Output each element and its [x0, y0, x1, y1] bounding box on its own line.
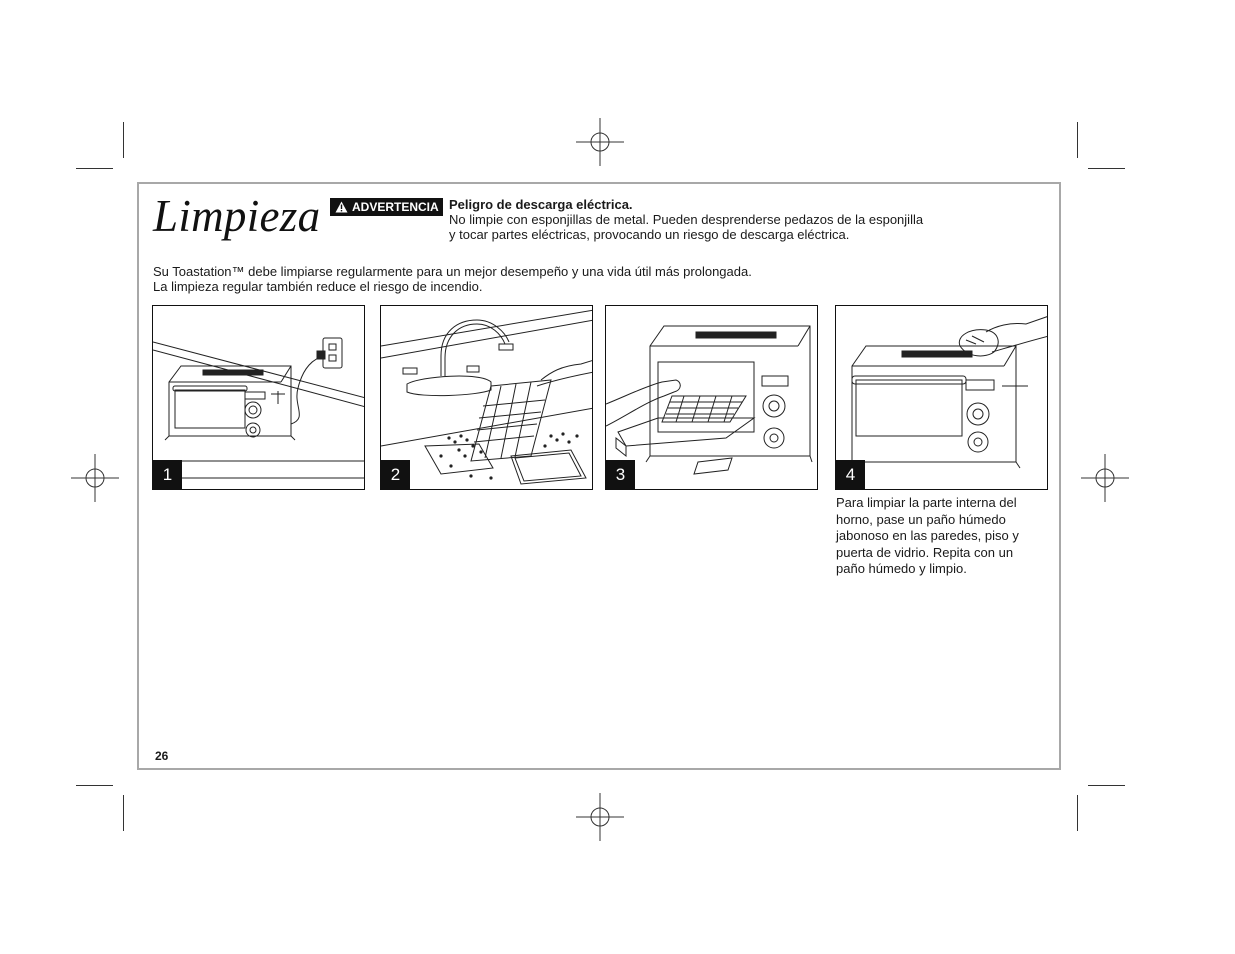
step-number: 3 [606, 460, 635, 489]
warning-triangle-icon [335, 201, 348, 213]
caption-line: Para limpiar la parte interna del [836, 495, 1017, 510]
crop-mark [1077, 795, 1078, 831]
caption-line: puerta de vidrio. Repita con un [836, 544, 1014, 560]
crop-mark [123, 122, 124, 158]
crop-mark [1088, 168, 1125, 169]
caption-line: paño húmedo y limpio. [836, 561, 967, 576]
page-title: Limpieza [153, 191, 321, 241]
wash-rack-sink-illustration [381, 306, 593, 490]
crop-mark [76, 168, 113, 169]
crop-mark [76, 785, 113, 786]
registration-mark [576, 118, 624, 166]
step-number: 1 [153, 460, 182, 489]
registration-mark [71, 454, 119, 502]
crop-mark [123, 795, 124, 831]
intro-line: Su Toastation™ debe limpiarse regularmente para un mejor desempeño y una vida útil más prolongada. [153, 264, 752, 279]
step-panel-4 [835, 305, 1048, 490]
remove-crumb-tray-illustration [606, 306, 818, 490]
step4-caption [836, 495, 1048, 578]
caption-line: horno, pase un paño húmedo [836, 511, 1006, 527]
wipe-toaster-illustration [836, 306, 1048, 490]
step-panel-1 [152, 305, 365, 490]
warning-line: y tocar partes eléctricas, provocando un riesgo de descarga eléctrica. [449, 227, 850, 242]
step-panel-2 [380, 305, 593, 490]
step-panel-3 [605, 305, 818, 490]
page-number: 26 [155, 749, 169, 763]
warning-text [449, 212, 1009, 242]
crop-mark [1077, 122, 1078, 158]
warning-badge [330, 198, 443, 216]
registration-mark [1081, 454, 1129, 502]
step-number: 4 [836, 460, 865, 489]
warning-line: No limpie con esponjillas de metal. Pueden desprenderse pedazos de la esponjilla [449, 212, 924, 227]
registration-mark [576, 793, 624, 841]
intro-paragraph [153, 264, 953, 294]
crop-mark [1088, 785, 1125, 786]
unplug-toaster-oven-illustration [153, 306, 365, 490]
intro-line: La limpieza regular también reduce el riesgo de incendio. [153, 279, 483, 294]
warning-heading: Peligro de descarga eléctrica. [449, 197, 633, 212]
caption-line: jabonoso en las paredes, piso y [836, 528, 1019, 543]
step-number: 2 [381, 460, 410, 489]
warning-badge-label: ADVERTENCIA [352, 200, 439, 214]
